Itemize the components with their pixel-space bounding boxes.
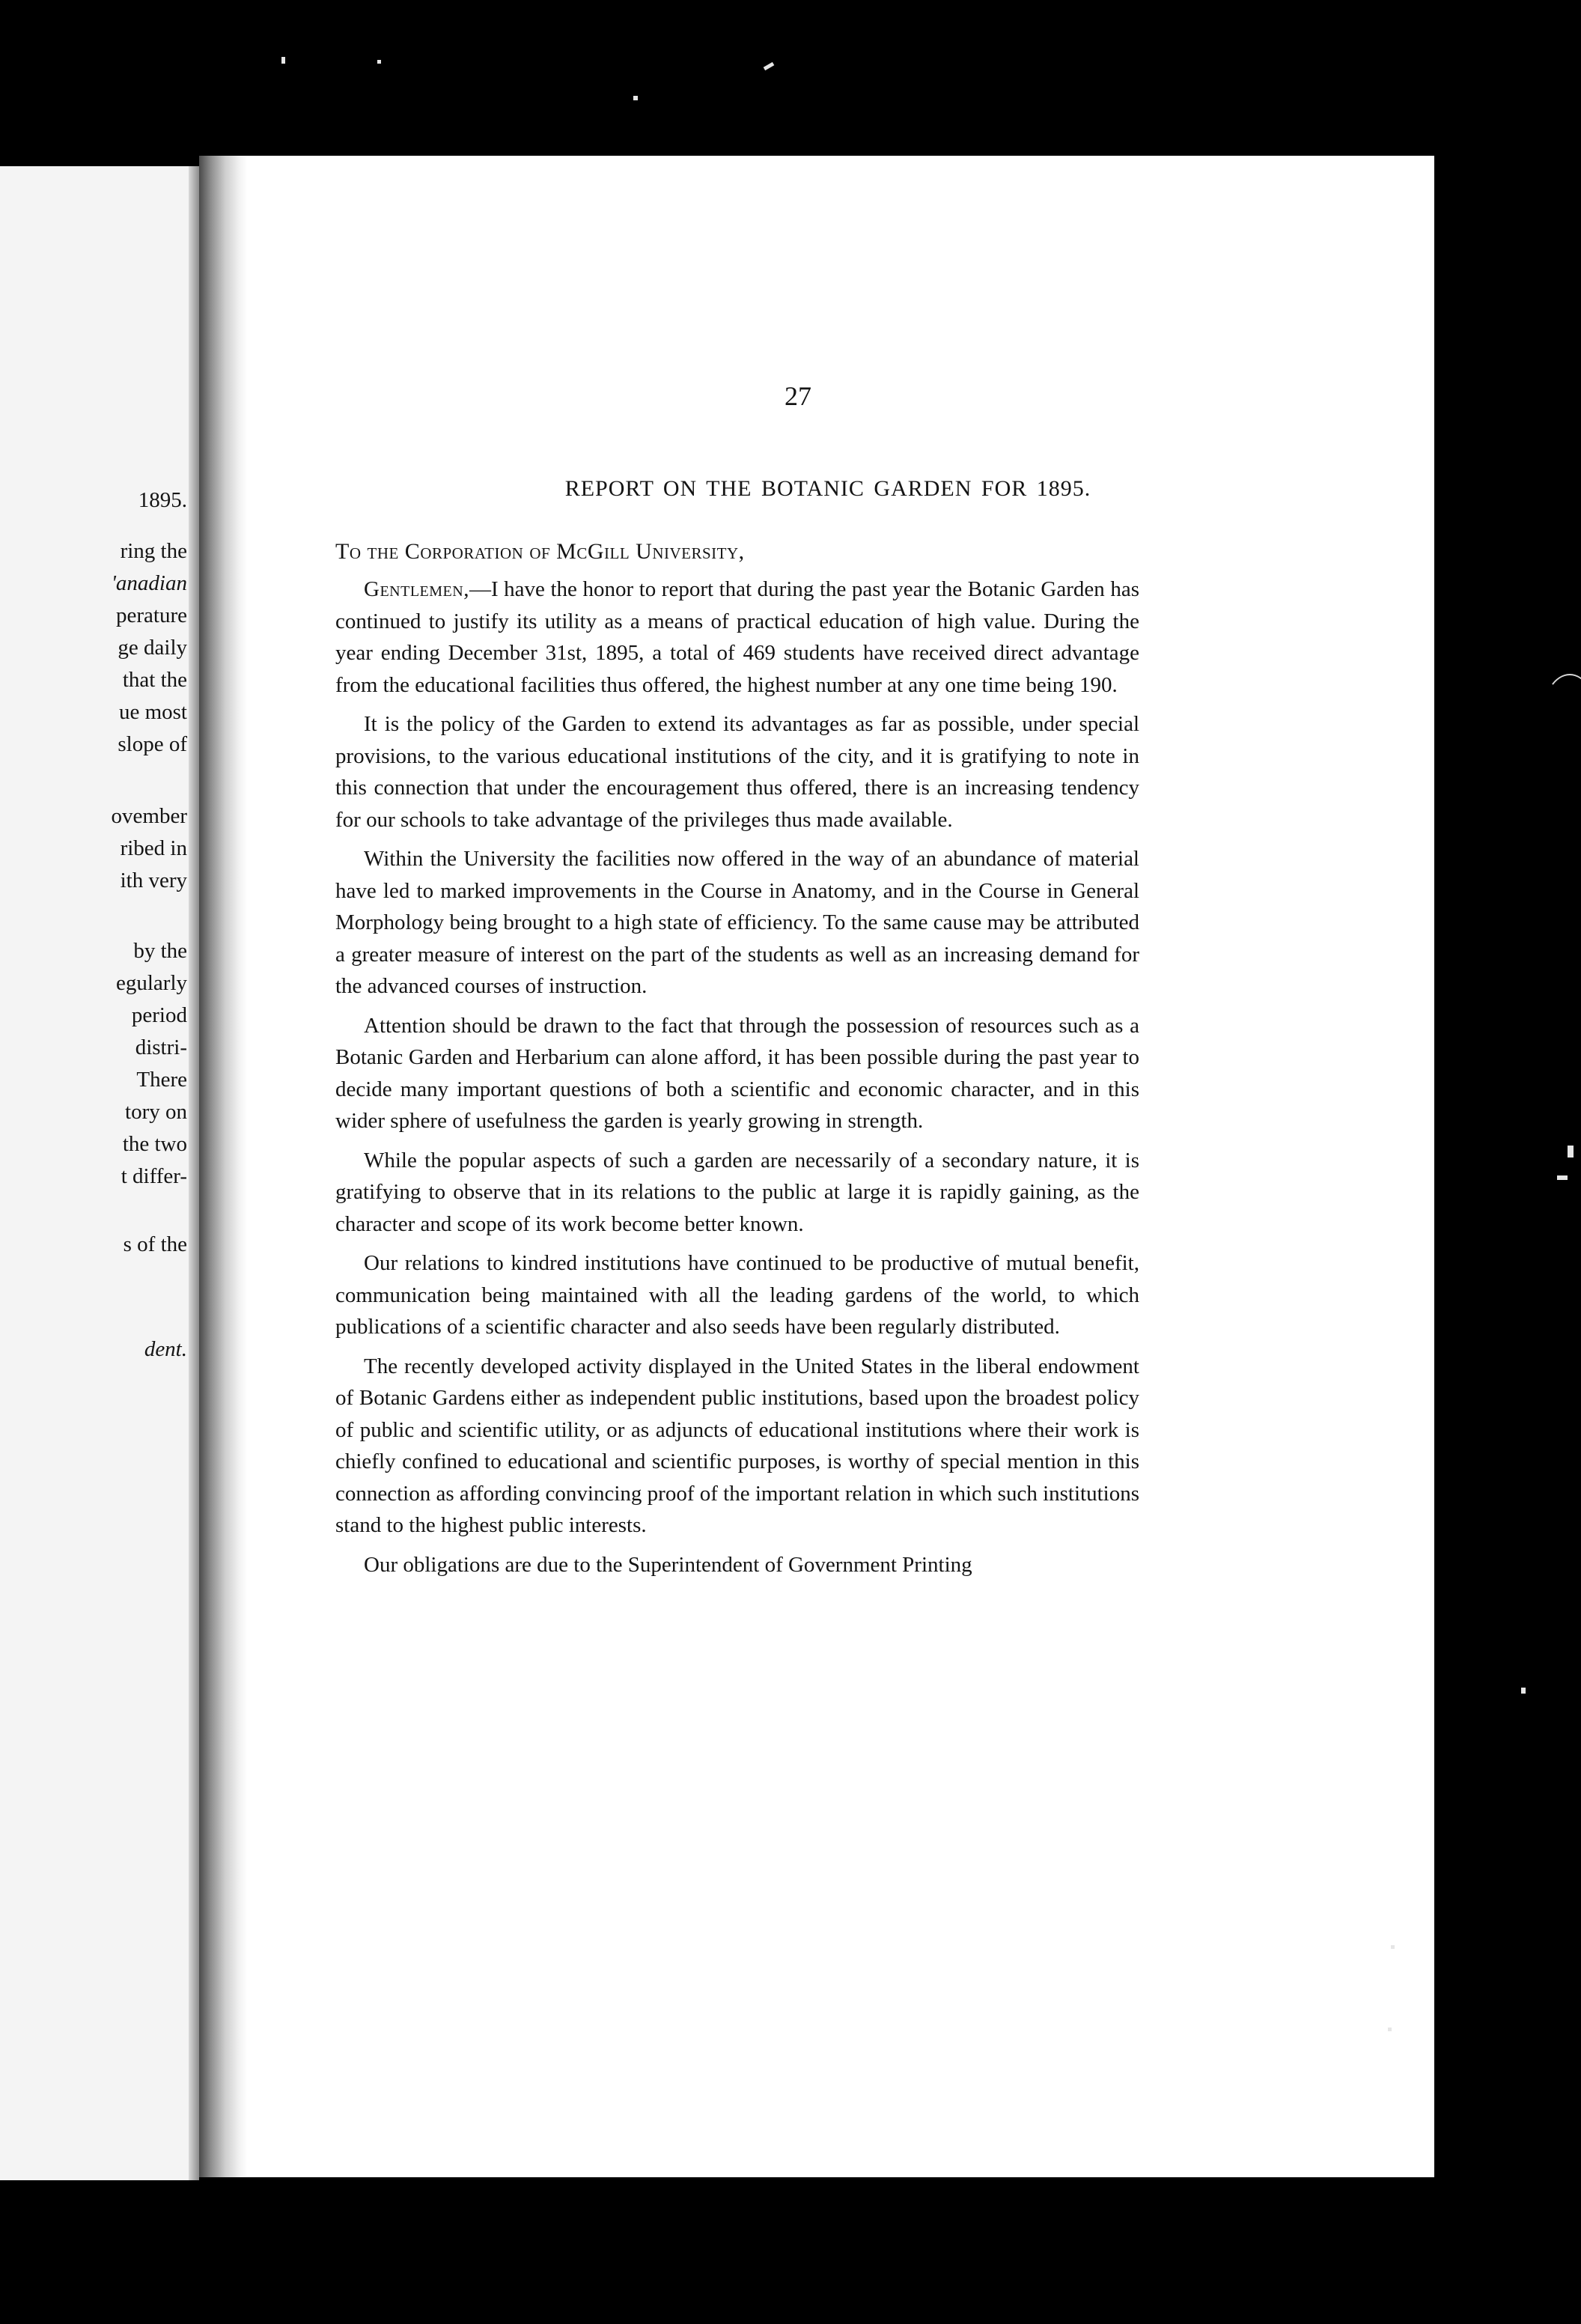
left-line: tory on — [125, 1100, 187, 1124]
greeting: Gentlemen, — [364, 577, 469, 601]
dust-speck — [1557, 1175, 1568, 1180]
paragraph: Our obligations are due to the Superintendent of Government Printing — [364, 1552, 972, 1577]
left-line: ge daily — [118, 636, 187, 660]
dust-speck — [377, 60, 381, 64]
dust-speck — [1521, 1688, 1526, 1694]
page-gutter-shadow — [199, 156, 247, 2177]
left-page-fragment — [0, 166, 199, 2180]
left-line: the two — [122, 1132, 187, 1156]
dust-speck — [764, 62, 775, 70]
left-line: 1895. — [138, 488, 187, 512]
left-line: by the — [133, 939, 187, 963]
paragraph-text: —I have the honor to report that during the past year the Botanic Garden has continued to justify its utility as a means of practical education of high value. During the year ending December 31st, 1895, a total of 469 students have received direct advantage from the educational facilities thus offered, the highest number at any one time being 190. — [335, 577, 1139, 697]
left-line: that the — [122, 668, 187, 692]
paragraph: Attention should be drawn to the fact that through the possession of resources such as a Botanic Garden and Herbarium can alone afford, it has been possible during the past year to decide many important questions of both a scientific and economic character, and in this wider sphere of usefulness the garden is yearly growing in strength. — [335, 1013, 1139, 1133]
paragraph: The recently developed activity displayed in the United States in the liberal endowment of Botanic Gardens either as independent public institutions, based upon the broadest policy of public and scientific utility, or as adjuncts of educational institutions where their work is chiefly confined to educational and scientific purposes, is worthy of special mention in this connection as affording convincing proof of the important relation in which such institutions stand to the highest public interests. — [335, 1354, 1139, 1537]
left-line: s of the — [123, 1232, 187, 1256]
left-line: ith very — [120, 869, 187, 892]
left-line: ovember — [111, 804, 187, 828]
report-title: REPORT ON THE BOTANIC GARDEN FOR 1895. — [564, 476, 1091, 501]
main-page — [199, 156, 1434, 2177]
left-line: dent. — [144, 1337, 187, 1361]
left-line: egularly — [115, 971, 187, 995]
paragraph: Our relations to kindred institutions have continued to be productive of mutual benefit, communication being maintained with all the leading gardens of the world, to which publications of a scientific character and also seeds have been regularly distributed. — [335, 1251, 1139, 1339]
left-line: distri- — [135, 1035, 187, 1059]
left-line: perature — [116, 603, 187, 627]
left-line: 'anadian — [111, 571, 187, 595]
left-page-fold — [189, 166, 199, 2180]
dust-speck — [281, 57, 285, 64]
page-number: 27 — [785, 381, 811, 411]
salutation: To the Corporation of McGill University, — [335, 539, 745, 564]
left-line: ue most — [118, 700, 187, 724]
paragraph: Within the University the facilities now offered in the way of an abundance of material have led to marked improvements in the Course in Anatomy, and in the Course in General Morphology being brought to a high state of efficiency. To the same cause may be attributed a greater measure of interest on the part of the students as well as an increasing demand for the advanced courses of instruction. — [335, 847, 1139, 998]
dust-speck — [1388, 2028, 1392, 2031]
stray-fiber-mark — [1542, 674, 1581, 759]
left-line: slope of — [118, 732, 187, 756]
dust-speck — [633, 96, 638, 100]
paragraph: It is the policy of the Garden to extend its advantages as far as possible, under special provisions, to the various educational institutions of the city, and it is gratifying to note in this connection that under the encouragement thus offered, there is an increasing tendency for our schools to take advantage of the privileges thus made available. — [335, 712, 1139, 832]
left-line: t differ- — [121, 1164, 187, 1188]
paragraph: While the popular aspects of such a garden are necessarily of a secondary nature, it is gratifying to observe that in its relations to the public at large it is rapidly gaining, as the character and scope of its work become better known. — [335, 1148, 1139, 1236]
left-line: ring the — [120, 539, 187, 563]
dust-speck — [1391, 1945, 1395, 1949]
paragraph — [335, 574, 1139, 701]
left-line: There — [136, 1068, 187, 1092]
dust-speck — [1568, 1146, 1574, 1158]
report-body — [335, 574, 1139, 1588]
left-line: period — [131, 1003, 187, 1027]
left-line: ribed in — [120, 836, 187, 860]
